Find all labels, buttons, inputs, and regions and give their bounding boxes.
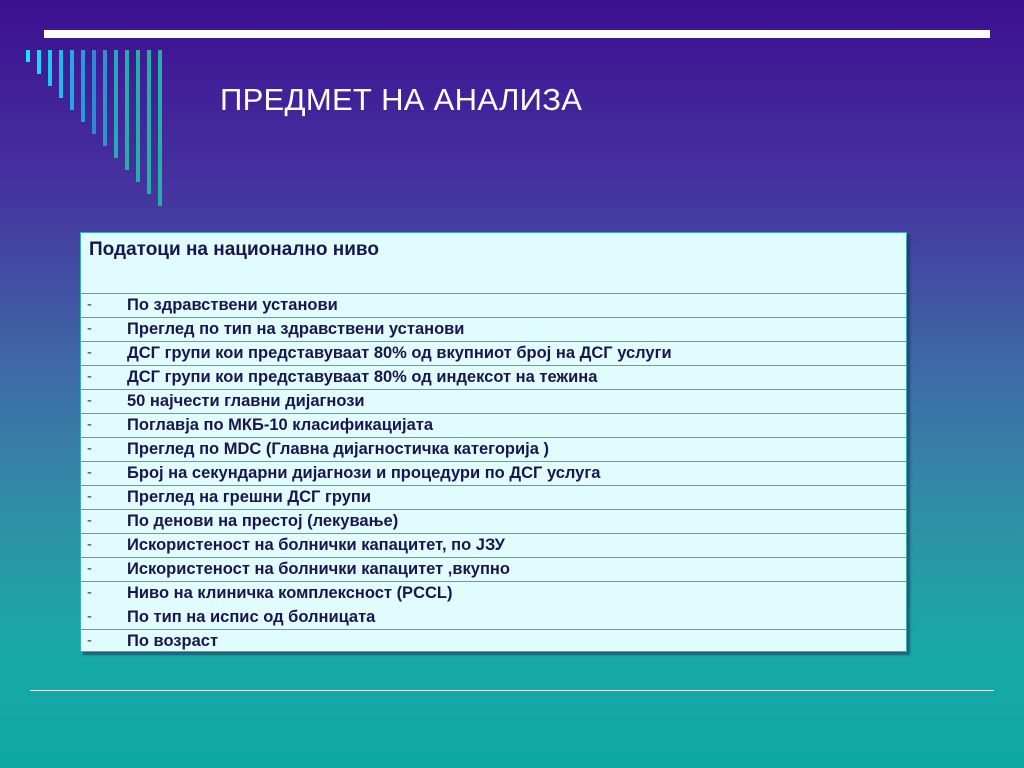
list-dash: - — [87, 464, 92, 481]
list-item — [81, 438, 906, 462]
stripe — [48, 50, 52, 86]
list-item-label: 50 најчести главни дијагнози — [127, 392, 365, 410]
list-dash: - — [87, 344, 92, 361]
stripe — [70, 50, 74, 110]
content-panel — [80, 232, 907, 652]
list-dash: - — [87, 320, 92, 337]
list-item — [81, 390, 906, 414]
stripe — [59, 50, 63, 98]
list-item-label: Преглед по тип на здравствени установи — [127, 320, 465, 338]
list-item — [81, 462, 906, 486]
list-item — [81, 510, 906, 534]
list-dash: - — [87, 536, 92, 553]
list-item — [81, 558, 906, 582]
list-dash: - — [87, 296, 92, 313]
list-dash: - — [87, 608, 92, 625]
list-item-label: По возраст — [127, 632, 219, 650]
list-item — [81, 606, 906, 630]
stripe — [158, 50, 162, 206]
list-item-label: Поглавја по МКБ-10 класификацијата — [127, 416, 434, 434]
stripe — [103, 50, 107, 146]
panel-heading: Податоци на национално ниво — [81, 233, 906, 294]
list-item — [81, 486, 906, 510]
stripe — [125, 50, 129, 170]
slide-title: ПРЕДМЕТ НА АНАЛИЗА — [220, 82, 583, 117]
stripe — [26, 50, 30, 62]
list-item — [81, 294, 906, 318]
stripe — [37, 50, 41, 74]
top-rule — [44, 30, 990, 38]
list-item-label: Број на секундарни дијагнози и процедури по ДСГ услуга — [127, 464, 601, 482]
list-item-label: ДСГ групи кои представуваат 80% од вкупниот број на ДСГ услуги — [127, 344, 672, 362]
list-item — [81, 342, 906, 366]
list-item — [81, 582, 906, 606]
list-dash: - — [87, 584, 92, 601]
list-item-label: По тип на испис од болницата — [127, 608, 376, 626]
list-dash: - — [87, 488, 92, 505]
list-item — [81, 534, 906, 558]
list-dash: - — [87, 440, 92, 457]
list-dash: - — [87, 392, 92, 409]
list-dash: - — [87, 416, 92, 433]
list-item — [81, 318, 906, 342]
list-item-label: Преглед на грешни ДСГ групи — [127, 488, 372, 506]
list-dash: - — [87, 512, 92, 529]
stripe — [114, 50, 118, 158]
list-item — [81, 630, 906, 654]
bottom-rule — [30, 690, 994, 691]
list-item — [81, 414, 906, 438]
list-item-label: Преглед по MDC (Главна дијагностичка категорија ) — [127, 440, 549, 458]
stripe — [81, 50, 85, 122]
list-item-label: Искористеност на болнички капацитет, по ЈЗУ — [127, 536, 505, 554]
list-item-label: Искористеност на болнички капацитет ,вкупно — [127, 560, 510, 578]
list-item-label: По денови на престој (лекување) — [127, 512, 399, 530]
list-item — [81, 366, 906, 390]
list-item-label: Ниво на клиничка комплексност (PCCL) — [127, 584, 453, 602]
stripe — [136, 50, 140, 182]
list-dash: - — [87, 560, 92, 577]
list-item-label: ДСГ групи кои представуваат 80% од индексот на тежина — [127, 368, 598, 386]
list-dash: - — [87, 632, 92, 649]
stripe — [92, 50, 96, 134]
stripe — [147, 50, 151, 194]
list-item-label: По здравствени установи — [127, 296, 338, 314]
list-dash: - — [87, 368, 92, 385]
